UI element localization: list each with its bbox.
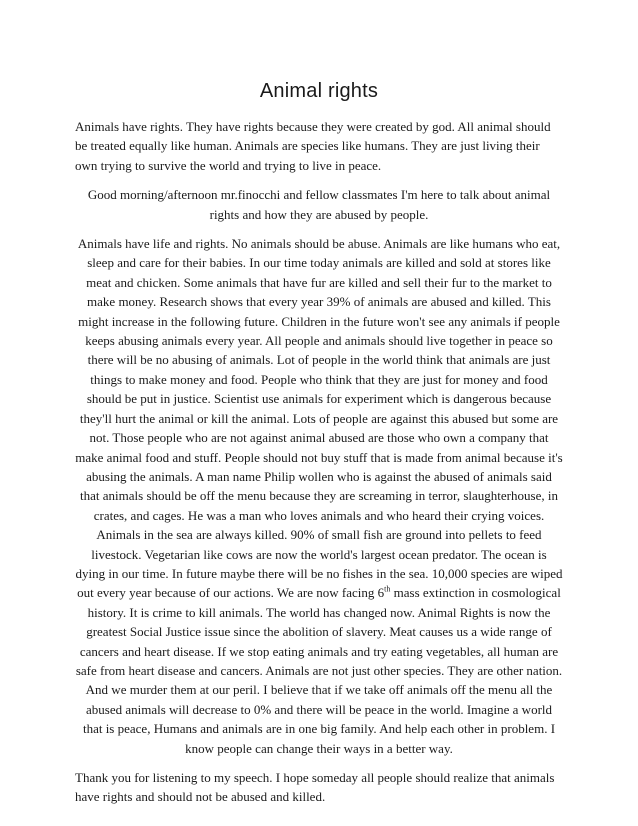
document-title: Animal rights xyxy=(259,80,379,102)
body-text-part2: mass extinction in cosmological history. It is crime to kill animals. The world has changed now. Animal Rights is now the greatest Social Justice issue since the abolition of slavery. Meat causes us a wide range of cancers and heart disease. If we stop eating animals and try eating vegetables, all human are safe from heart disease and cancers. Animals are not just other species. They are other nation. And we murder them at our peril. I believe that if we take off animals off the menu all the abused animals will decrease to 0% and there will be peace in the world. Imagine a world that is peace, Humans and animals are in one big family. And help each other in problem. I know people can change their ways in a better way. xyxy=(75,585,563,756)
closing-paragraph: Thank you for listening to my speech. I hope someday all people should realize that animals have rights and should not be abused and killed. xyxy=(75,770,555,805)
intro-paragraph: Animals have rights. They have rights because they were created by god. All animal should be treated equally like human. Animals are species like humans. They are just living their own trying to survive the world and trying to live in peace. xyxy=(75,119,551,173)
ordinal-superscript: th xyxy=(384,585,391,595)
body-text-part1: Animals have life and rights. No animals should be abuse. Animals are like humans who eat, sleep and care for their babies. In our time today animals are killed and sold at stores like meat and chicken. Some animals that have fur are killed and sell their fur to the market to make money. Research shows that every year 39% of animals are abused and killed. This might increase in the following future. Children in the future won't see any animals if people keeps abusing animals every year. All people and animals should live together in peace so there will be no abusing of animals. Lot of people in the world think that animals are just things to make money and food. People who think that they are just for money and food should be put in justice. Scientist use animals for experiment which is dangerous because they'll hurt the animal or kill the animal. Lots of people are against this abused but some are not. Those people who are not against animal abused are those who own a company that make animal food and stuff. People should not buy stuff that is made from animal because it's abusing the animals. A man name Philip wollen who is against the abused of animals said that animals should be off the menu because they are screaming in terror, slaughterhouse, in crates, and cages. He was a man who loves animals and who heard their crying voices. Animals in the sea are always killed. 90% of small fish are ground into pellets to feed livestock. Vegetarian like cows are now the world's largest ocean predator. The ocean is dying in our time. In future maybe there will be no fishes in the sea. 10,000 species are wiped out every year because of our actions. We are now facing 6 xyxy=(75,236,563,601)
greeting-paragraph: Good morning/afternoon mr.finocchi and fellow classmates I'm here to talk about animal rights and how they are abused by people. xyxy=(87,187,551,222)
body-paragraph xyxy=(75,234,563,758)
